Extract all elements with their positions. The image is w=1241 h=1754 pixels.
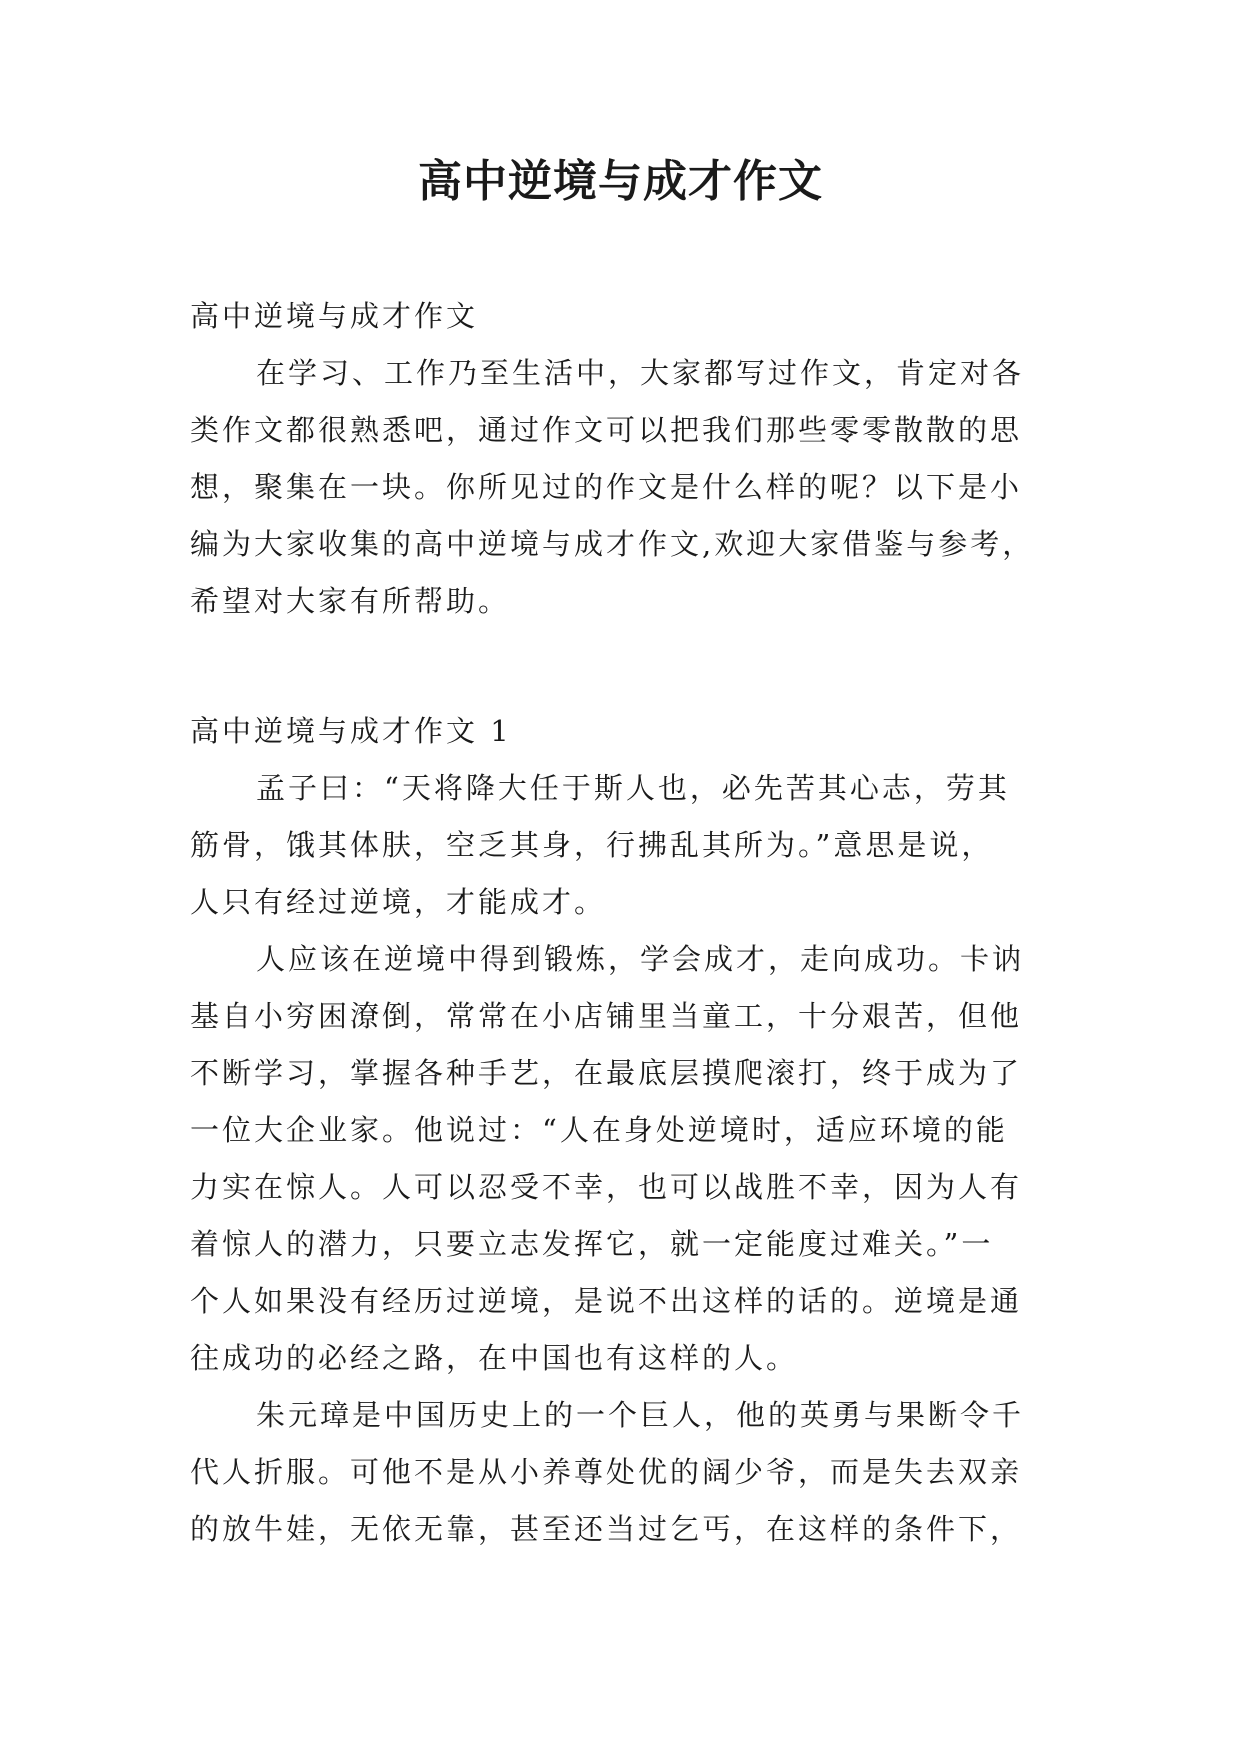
- paragraph-line: 个人如果没有经历过逆境，是说不出这样的话的。逆境是通: [190, 1284, 1023, 1318]
- paragraph-line: 人只有经过逆境，才能成才。: [190, 885, 607, 919]
- document-body: [190, 288, 1060, 1558]
- section-heading: 高中逆境与成才作文 1: [190, 714, 512, 748]
- paragraph-line: 代人折服。可他不是从小养尊处优的阔少爷，而是失去双亲: [190, 1455, 1023, 1489]
- section-heading: 高中逆境与成才作文: [190, 299, 479, 333]
- paragraph-line: 筋骨，饿其体肤，空乏其身，行拂乱其所为。”意思是说，: [190, 828, 994, 862]
- section-spacer: [190, 630, 1060, 703]
- paragraph-line: 往成功的必经之路，在中国也有这样的人。: [190, 1341, 799, 1375]
- paragraph-line: 类作文都很熟悉吧，通过作文可以把我们那些零零散散的思: [190, 413, 1023, 447]
- paragraph-line: 基自小穷困潦倒，常常在小店铺里当童工，十分艰苦，但他: [190, 999, 1023, 1033]
- paragraph-line: 希望对大家有所帮助。: [190, 584, 511, 618]
- paragraph-line: 的放牛娃，无依无靠，甚至还当过乞丐，在这样的条件下，: [190, 1512, 1023, 1546]
- document-title: 高中逆境与成才作文: [418, 156, 823, 207]
- paragraph-line: 一位大企业家。他说过：“人在身处逆境时，适应环境的能: [190, 1113, 1008, 1147]
- paragraph-line: 在学习、工作乃至生活中，大家都写过作文，肯定对各: [256, 356, 1025, 390]
- paragraph-line: 力实在惊人。人可以忍受不幸，也可以战胜不幸，因为人有: [190, 1170, 1023, 1204]
- paragraph-line: 想，聚集在一块。你所见过的作文是什么样的呢？以下是小: [190, 470, 1023, 504]
- paragraph-line: 人应该在逆境中得到锻炼，学会成才，走向成功。卡讷: [256, 942, 1025, 976]
- paragraph-line: 孟子曰：“天将降大任于斯人也，必先苦其心志，劳其: [256, 771, 1010, 805]
- paragraph-line: 朱元璋是中国历史上的一个巨人，他的英勇与果断令千: [256, 1398, 1025, 1432]
- paragraph-line: 编为大家收集的高中逆境与成才作文,欢迎大家借鉴与参考，: [190, 527, 1035, 561]
- paragraph-line: 着惊人的潜力，只要立志发挥它，就一定能度过难关。”一: [190, 1227, 994, 1261]
- paragraph-line: 不断学习，掌握各种手艺，在最底层摸爬滚打，终于成为了: [190, 1056, 1023, 1090]
